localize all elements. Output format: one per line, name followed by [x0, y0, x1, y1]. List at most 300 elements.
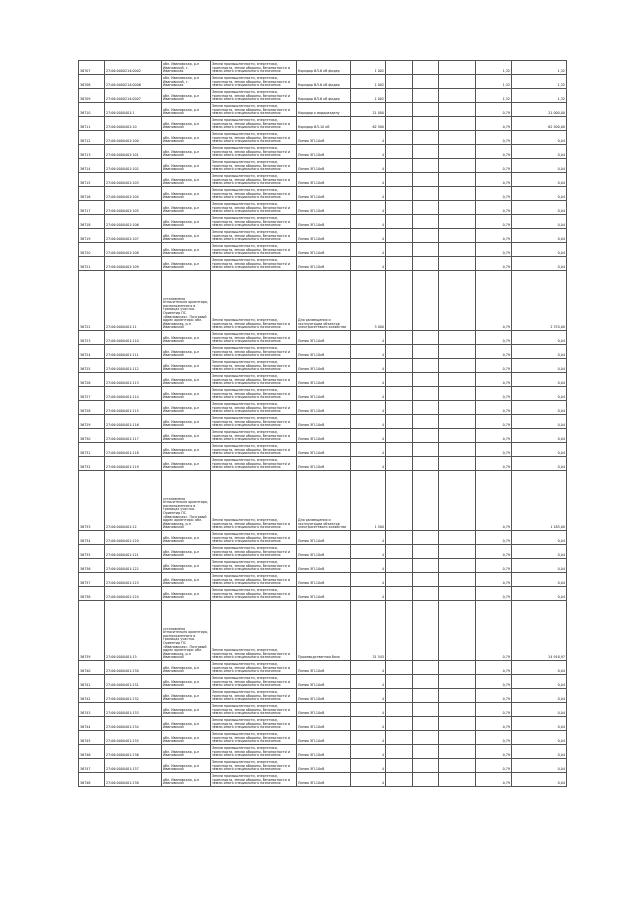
- rate-cell: 1,32: [476, 61, 512, 75]
- land-category-cell: Земли промышленности, энергетики, транспорта, земли обороны, безопасности и земли иного специального назначения: [211, 331, 297, 345]
- land-category-cell: Земли промышленности, энергетики, транспорта, земли обороны, безопасности и земли иного специального назначения: [211, 717, 297, 731]
- cadastral-number-cell: 27:06:0000401:114: [105, 387, 162, 401]
- cadastral-number-cell: 27:06:0000214:0006: [105, 75, 162, 89]
- row-number-cell: 36735: [79, 545, 105, 559]
- permitted-use-cell: Линия ЭП-10кВ: [297, 457, 351, 471]
- empty-cell: [386, 661, 413, 675]
- table-row: [79, 103, 567, 117]
- row-number-cell: 36739: [79, 601, 105, 661]
- cadastral-number-cell: 27:06:0000401:136: [105, 745, 162, 759]
- area-cell: 4: [351, 159, 386, 173]
- empty-cell: [413, 75, 439, 89]
- permitted-use-cell: Линия ЭП-10кВ: [297, 773, 351, 787]
- address-cell: обл. Ивановская, р-н Ивановский: [162, 443, 211, 457]
- rate-cell: 0,79: [476, 373, 512, 387]
- empty-cell: [386, 457, 413, 471]
- sum-cell: 0,04: [512, 675, 567, 689]
- address-cell: обл. Ивановская, р-н Ивановский: [162, 103, 211, 117]
- rate-cell: 1,32: [476, 75, 512, 89]
- land-category-cell: Земли промышленности, энергетики, транспорта, земли обороны, безопасности и земли иного специального назначения: [211, 187, 297, 201]
- sum-cell: 2 370,00: [512, 271, 567, 331]
- empty-cell: [413, 331, 439, 345]
- permitted-use-cell: Производственная база: [297, 601, 351, 661]
- land-category-cell: Земли промышленности, энергетики, транспорта, земли обороны, безопасности и земли иного специального назначения: [211, 415, 297, 429]
- land-category-cell: Земли промышленности, энергетики, транспорта, земли обороны, безопасности и земли иного специального назначения: [211, 359, 297, 373]
- empty-cell: [413, 257, 439, 271]
- empty-cell: [386, 401, 413, 415]
- address-cell: обл. Ивановская, р-н Ивановский: [162, 215, 211, 229]
- permitted-use-cell: Линия ЭП-10кВ: [297, 173, 351, 187]
- empty-cell: [386, 75, 413, 89]
- empty-cell: [413, 531, 439, 545]
- table-row: [79, 559, 567, 573]
- rate-cell: 0,79: [476, 573, 512, 587]
- address-cell: обл. Ивановская, р-н Ивановский: [162, 457, 211, 471]
- empty-cell: [439, 471, 476, 531]
- address-cell: обл. Ивановская, р-н Ивановский: [162, 173, 211, 187]
- area-cell: 4: [351, 559, 386, 573]
- land-category-cell: Земли промышленности, энергетики, транспорта, земли обороны, безопасности и земли иного специального назначения: [211, 443, 297, 457]
- row-number-cell: 36717: [79, 201, 105, 215]
- sum-cell: 1,32: [512, 89, 567, 103]
- sum-cell: 0,04: [512, 545, 567, 559]
- address-cell: обл. Ивановская, р-н Ивановский: [162, 717, 211, 731]
- row-number-cell: 36736: [79, 559, 105, 573]
- permitted-use-cell: Линия ЭП-10кВ: [297, 373, 351, 387]
- table-row: [79, 773, 567, 787]
- empty-cell: [413, 131, 439, 145]
- land-category-cell: Земли промышленности, энергетики, транспорта, земли обороны, безопасности и земли иного специального назначения: [211, 429, 297, 443]
- address-cell: обл. Ивановская, р-н Ивановский, г. Ивановская: [162, 61, 211, 75]
- sum-cell: 0,04: [512, 703, 567, 717]
- empty-cell: [439, 773, 476, 787]
- table-row: [79, 117, 567, 131]
- row-number-cell: 36713: [79, 145, 105, 159]
- permitted-use-cell: Линия ЭП-10кВ: [297, 345, 351, 359]
- address-cell: обл. Ивановская, р-н Ивановский: [162, 559, 211, 573]
- area-cell: 1 002: [351, 89, 386, 103]
- empty-cell: [413, 745, 439, 759]
- address-cell: установлено относительно ориентира, расположенного в границах участка. Ориентир ПС «Ивановская». Почтовый адрес ориентира: обл. Ивановская, р-н Ивановский: [162, 601, 211, 661]
- empty-cell: [439, 187, 476, 201]
- rate-cell: 0,79: [476, 229, 512, 243]
- area-cell: 4: [351, 257, 386, 271]
- sum-cell: 0,04: [512, 359, 567, 373]
- sum-cell: 0,04: [512, 257, 567, 271]
- area-cell: 4: [351, 229, 386, 243]
- cadastral-number-cell: 27:06:0000401:132: [105, 689, 162, 703]
- area-cell: 4: [351, 717, 386, 731]
- area-cell: 4: [351, 131, 386, 145]
- empty-cell: [413, 731, 439, 745]
- permitted-use-cell: Линия ЭП-10кВ: [297, 415, 351, 429]
- empty-cell: [386, 415, 413, 429]
- address-cell: обл. Ивановская, р-н Ивановский: [162, 429, 211, 443]
- empty-cell: [386, 745, 413, 759]
- permitted-use-cell: Коридор ВЛ-6 кВ фидер: [297, 61, 351, 75]
- permitted-use-cell: Линия ЭП-10кВ: [297, 587, 351, 601]
- empty-cell: [386, 271, 413, 331]
- permitted-use-cell: Линия ЭП-10кВ: [297, 675, 351, 689]
- sum-cell: 0,04: [512, 415, 567, 429]
- empty-cell: [386, 703, 413, 717]
- land-category-cell: Земли промышленности, энергетики, транспорта, земли обороны, безопасности и земли иного специального назначения: [211, 471, 297, 531]
- empty-cell: [439, 103, 476, 117]
- empty-cell: [386, 545, 413, 559]
- rate-cell: 0,79: [476, 661, 512, 675]
- table-row: [79, 731, 567, 745]
- empty-cell: [439, 271, 476, 331]
- rate-cell: 0,79: [476, 131, 512, 145]
- permitted-use-cell: Линия ЭП-10кВ: [297, 229, 351, 243]
- empty-cell: [413, 717, 439, 731]
- row-number-cell: 36708: [79, 75, 105, 89]
- permitted-use-cell: Линия ЭП-10кВ: [297, 401, 351, 415]
- empty-cell: [413, 429, 439, 443]
- rate-cell: 0,79: [476, 703, 512, 717]
- rate-cell: 0,79: [476, 745, 512, 759]
- empty-cell: [386, 61, 413, 75]
- empty-cell: [413, 201, 439, 215]
- row-number-cell: 36715: [79, 173, 105, 187]
- land-category-cell: Земли промышленности, энергетики, транспорта, земли обороны, безопасности и земли иного специального назначения: [211, 675, 297, 689]
- empty-cell: [413, 61, 439, 75]
- table-row: [79, 573, 567, 587]
- address-cell: обл. Ивановская, р-н Ивановский: [162, 131, 211, 145]
- empty-cell: [413, 689, 439, 703]
- address-cell: обл. Ивановская, р-н Ивановский: [162, 773, 211, 787]
- land-category-cell: Земли промышленности, энергетики, транспорта, земли обороны, безопасности и земли иного специального назначения: [211, 545, 297, 559]
- land-category-cell: Земли промышленности, энергетики, транспорта, земли обороны, безопасности и земли иного специального назначения: [211, 243, 297, 257]
- empty-cell: [439, 387, 476, 401]
- empty-cell: [386, 373, 413, 387]
- row-number-cell: 36720: [79, 243, 105, 257]
- permitted-use-cell: Линия ЭП-10кВ: [297, 387, 351, 401]
- sum-cell: 0,04: [512, 773, 567, 787]
- permitted-use-cell: Линия ЭП-10кВ: [297, 131, 351, 145]
- address-cell: обл. Ивановская, р-н Ивановский: [162, 201, 211, 215]
- empty-cell: [386, 717, 413, 731]
- row-number-cell: 36710: [79, 103, 105, 117]
- table-row: [79, 661, 567, 675]
- area-cell: 4: [351, 173, 386, 187]
- rate-cell: 0,79: [476, 257, 512, 271]
- table-row: [79, 759, 567, 773]
- address-cell: обл. Ивановская, р-н Ивановский: [162, 759, 211, 773]
- area-cell: 4: [351, 587, 386, 601]
- table-row: [79, 401, 567, 415]
- rate-cell: 0,79: [476, 243, 512, 257]
- land-category-cell: Земли промышленности, энергетики, транспорта, земли обороны, безопасности и земли иного специального назначения: [211, 601, 297, 661]
- area-cell: 4: [351, 429, 386, 443]
- empty-cell: [439, 759, 476, 773]
- row-number-cell: 36732: [79, 457, 105, 471]
- sum-cell: 0,04: [512, 717, 567, 731]
- empty-cell: [439, 601, 476, 661]
- permitted-use-cell: Линия ЭП-10кВ: [297, 731, 351, 745]
- empty-cell: [386, 201, 413, 215]
- address-cell: обл. Ивановская, р-н Ивановский: [162, 229, 211, 243]
- sum-cell: 0,04: [512, 243, 567, 257]
- empty-cell: [413, 243, 439, 257]
- area-cell: 4: [351, 201, 386, 215]
- sum-cell: 0,04: [512, 187, 567, 201]
- land-category-cell: Земли промышленности, энергетики, транспорта, земли обороны, безопасности и земли иного специального назначения: [211, 587, 297, 601]
- cadastral-number-cell: 27:06:0000401:137: [105, 759, 162, 773]
- land-category-cell: Земли промышленности, энергетики, транспорта, земли обороны, безопасности и земли иного специального назначения: [211, 401, 297, 415]
- empty-cell: [413, 759, 439, 773]
- land-category-cell: Земли промышленности, энергетики, транспорта, земли обороны, безопасности и земли иного специального назначения: [211, 373, 297, 387]
- land-category-cell: Земли промышленности, энергетики, транспорта, земли обороны, безопасности и земли иного специального назначения: [211, 271, 297, 331]
- table-row: [79, 457, 567, 471]
- empty-cell: [439, 215, 476, 229]
- cadastral-number-cell: 27:06:0000401:118: [105, 443, 162, 457]
- rate-cell: 0,79: [476, 731, 512, 745]
- permitted-use-cell: Для размещения и эксплуатации объектов электросетевого хозяйства: [297, 471, 351, 531]
- cadastral-number-cell: 27:06:0000401:138: [105, 773, 162, 787]
- area-cell: 4: [351, 415, 386, 429]
- empty-cell: [413, 545, 439, 559]
- empty-cell: [386, 429, 413, 443]
- cadastral-number-cell: 27:06:0000401:111: [105, 345, 162, 359]
- empty-cell: [439, 201, 476, 215]
- permitted-use-cell: Линия ЭП-10кВ: [297, 759, 351, 773]
- empty-cell: [386, 229, 413, 243]
- empty-cell: [386, 443, 413, 457]
- area-cell: 4: [351, 443, 386, 457]
- area-cell: 4: [351, 145, 386, 159]
- cadastral-number-cell: 27:06:0000401:115: [105, 401, 162, 415]
- land-category-cell: Земли промышленности, энергетики, транспорта, земли обороны, безопасности и земли иного специального назначения: [211, 773, 297, 787]
- empty-cell: [439, 429, 476, 443]
- table-row: [79, 387, 567, 401]
- permitted-use-cell: Линия ЭП-10кВ: [297, 243, 351, 257]
- area-cell: 4: [351, 675, 386, 689]
- table-row: [79, 89, 567, 103]
- row-number-cell: 36712: [79, 131, 105, 145]
- empty-cell: [413, 145, 439, 159]
- empty-cell: [439, 531, 476, 545]
- permitted-use-cell: Линия ЭП-10кВ: [297, 215, 351, 229]
- permitted-use-cell: Линия ЭП-10кВ: [297, 359, 351, 373]
- permitted-use-cell: Линия ЭП-10кВ: [297, 257, 351, 271]
- empty-cell: [413, 471, 439, 531]
- sum-cell: 0,04: [512, 559, 567, 573]
- cadastral-number-cell: 27:06:0000214:0007: [105, 89, 162, 103]
- table-row: [79, 675, 567, 689]
- land-category-cell: Земли промышленности, энергетики, транспорта, земли обороны, безопасности и земли иного специального назначения: [211, 145, 297, 159]
- empty-cell: [386, 675, 413, 689]
- rate-cell: 0,79: [476, 201, 512, 215]
- empty-cell: [413, 89, 439, 103]
- rate-cell: 0,79: [476, 587, 512, 601]
- permitted-use-cell: Линия ЭП-10кВ: [297, 573, 351, 587]
- empty-cell: [413, 573, 439, 587]
- table-row: [79, 201, 567, 215]
- cadastral-number-cell: 27:06:0000401:124: [105, 587, 162, 601]
- area-cell: 4: [351, 457, 386, 471]
- table-row: [79, 131, 567, 145]
- cadastral-number-cell: 27:06:0000214:0002: [105, 61, 162, 75]
- empty-cell: [386, 587, 413, 601]
- row-number-cell: 36733: [79, 471, 105, 531]
- land-category-cell: Земли промышленности, энергетики, транспорта, земли обороны, безопасности и земли иного специального назначения: [211, 117, 297, 131]
- cadastral-number-cell: 27:06:0000401:134: [105, 717, 162, 731]
- table-row: [79, 75, 567, 89]
- table-row: [79, 587, 567, 601]
- table-row: [79, 545, 567, 559]
- sum-cell: 0,04: [512, 345, 567, 359]
- sum-cell: 0,04: [512, 429, 567, 443]
- address-cell: обл. Ивановская, р-н Ивановский: [162, 359, 211, 373]
- table-row: [79, 601, 567, 661]
- table-row: [79, 229, 567, 243]
- row-number-cell: 36731: [79, 443, 105, 457]
- empty-cell: [439, 359, 476, 373]
- land-category-cell: Земли промышленности, энергетики, транспорта, земли обороны, безопасности и земли иного специального назначения: [211, 89, 297, 103]
- permitted-use-cell: Коридор ВЛ-10 кВ: [297, 117, 351, 131]
- table-body: [79, 61, 567, 787]
- rate-cell: 0,79: [476, 773, 512, 787]
- land-category-cell: Земли промышленности, энергетики, транспорта, земли обороны, безопасности и земли иного специального назначения: [211, 703, 297, 717]
- sum-cell: 1,32: [512, 75, 567, 89]
- area-cell: 4: [351, 345, 386, 359]
- rate-cell: 0,79: [476, 759, 512, 773]
- area-cell: 4: [351, 689, 386, 703]
- empty-cell: [413, 443, 439, 457]
- address-cell: обл. Ивановская, р-н Ивановский: [162, 675, 211, 689]
- address-cell: обл. Ивановская, р-н Ивановский: [162, 345, 211, 359]
- area-cell: 1 002: [351, 61, 386, 75]
- cadastral-number-cell: 27:06:0000401:121: [105, 545, 162, 559]
- rate-cell: 0,79: [476, 187, 512, 201]
- table-row: [79, 471, 567, 531]
- rate-cell: 0,79: [476, 471, 512, 531]
- address-cell: обл. Ивановская, р-н Ивановский: [162, 117, 211, 131]
- sum-cell: 0,04: [512, 373, 567, 387]
- empty-cell: [413, 359, 439, 373]
- area-cell: 4: [351, 215, 386, 229]
- permitted-use-cell: Коридор ВЛ-6 кВ фидер: [297, 89, 351, 103]
- table-row: [79, 373, 567, 387]
- row-number-cell: 36729: [79, 415, 105, 429]
- row-number-cell: 36742: [79, 689, 105, 703]
- empty-cell: [413, 117, 439, 131]
- empty-cell: [439, 159, 476, 173]
- land-category-cell: Земли промышленности, энергетики, транспорта, земли обороны, безопасности и земли иного специального назначения: [211, 159, 297, 173]
- empty-cell: [439, 145, 476, 159]
- empty-cell: [413, 387, 439, 401]
- rate-cell: 0,79: [476, 215, 512, 229]
- area-cell: 4: [351, 243, 386, 257]
- empty-cell: [413, 215, 439, 229]
- rate-cell: 0,79: [476, 457, 512, 471]
- cadastral-number-cell: 27:06:0000401:109: [105, 257, 162, 271]
- permitted-use-cell: Линия ЭП-10кВ: [297, 545, 351, 559]
- empty-cell: [386, 359, 413, 373]
- sum-cell: 0,04: [512, 131, 567, 145]
- rate-cell: 0,79: [476, 387, 512, 401]
- empty-cell: [439, 457, 476, 471]
- row-number-cell: 36727: [79, 387, 105, 401]
- cadastral-number-cell: 27:06:0000401:106: [105, 215, 162, 229]
- address-cell: обл. Ивановская, р-н Ивановский: [162, 89, 211, 103]
- empty-cell: [439, 559, 476, 573]
- empty-cell: [386, 131, 413, 145]
- land-category-cell: Земли промышленности, энергетики, транспорта, земли обороны, безопасности и земли иного специального назначения: [211, 745, 297, 759]
- empty-cell: [413, 271, 439, 331]
- sum-cell: 1,32: [512, 61, 567, 75]
- sum-cell: 0,04: [512, 387, 567, 401]
- permitted-use-cell: Линия ЭП-10кВ: [297, 661, 351, 675]
- empty-cell: [439, 443, 476, 457]
- empty-cell: [386, 387, 413, 401]
- empty-cell: [386, 145, 413, 159]
- table-row: [79, 415, 567, 429]
- cadastral-number-cell: 27:06:0000401:107: [105, 229, 162, 243]
- row-number-cell: 36709: [79, 89, 105, 103]
- land-category-cell: Земли промышленности, энергетики, транспорта, земли обороны, безопасности и земли иного специального назначения: [211, 201, 297, 215]
- cadastral-number-cell: 27:06:0000401:12: [105, 471, 162, 531]
- permitted-use-cell: Для размещения и эксплуатации объектов электросетевого хозяйства: [297, 271, 351, 331]
- rate-cell: 0,79: [476, 117, 512, 131]
- table-row: [79, 271, 567, 331]
- empty-cell: [439, 545, 476, 559]
- row-number-cell: 36707: [79, 61, 105, 75]
- row-number-cell: 36737: [79, 573, 105, 587]
- land-category-cell: Земли промышленности, энергетики, транспорта, земли обороны, безопасности и земли иного специального назначения: [211, 103, 297, 117]
- empty-cell: [386, 215, 413, 229]
- cadastral-number-cell: 27:06:0000401:117: [105, 429, 162, 443]
- empty-cell: [413, 587, 439, 601]
- row-number-cell: 36743: [79, 703, 105, 717]
- empty-cell: [439, 373, 476, 387]
- rate-cell: 0,79: [476, 331, 512, 345]
- empty-cell: [386, 257, 413, 271]
- rate-cell: 0,79: [476, 675, 512, 689]
- row-number-cell: 36726: [79, 373, 105, 387]
- empty-cell: [413, 703, 439, 717]
- table-row: [79, 215, 567, 229]
- rate-cell: 0,79: [476, 103, 512, 117]
- empty-cell: [413, 675, 439, 689]
- empty-cell: [386, 89, 413, 103]
- sum-cell: 0,04: [512, 145, 567, 159]
- empty-cell: [386, 345, 413, 359]
- sum-cell: 0,04: [512, 661, 567, 675]
- cadastral-number-cell: 27:06:0000401:100: [105, 131, 162, 145]
- empty-cell: [386, 531, 413, 545]
- cadastral-number-cell: 27:06:0000401:13: [105, 601, 162, 661]
- empty-cell: [439, 331, 476, 345]
- address-cell: обл. Ивановская, р-н Ивановский: [162, 661, 211, 675]
- table-row: [79, 429, 567, 443]
- area-cell: 62 500: [351, 117, 386, 131]
- address-cell: обл. Ивановская, р-н Ивановский: [162, 415, 211, 429]
- rate-cell: 0,79: [476, 443, 512, 457]
- sum-cell: 0,04: [512, 531, 567, 545]
- empty-cell: [439, 131, 476, 145]
- row-number-cell: 36725: [79, 359, 105, 373]
- address-cell: установлено относительно ориентира, расположенного в границах участка. Ориентир ПС «Ивановская». Почтовый адрес ориентира: обл. Ивановская, р-н Ивановский: [162, 471, 211, 531]
- sum-cell: 0,04: [512, 215, 567, 229]
- permitted-use-cell: Линия ЭП-10кВ: [297, 443, 351, 457]
- empty-cell: [439, 229, 476, 243]
- sum-cell: 0,04: [512, 745, 567, 759]
- rate-cell: 0,79: [476, 429, 512, 443]
- cadastral-number-cell: 27:06:0000401:130: [105, 661, 162, 675]
- address-cell: установлено относительно ориентира, расположенного в границах участка. Ориентир ПС «Ивановская». Почтовый адрес ориентира: обл. Ивановская, р-н Ивановский: [162, 271, 211, 331]
